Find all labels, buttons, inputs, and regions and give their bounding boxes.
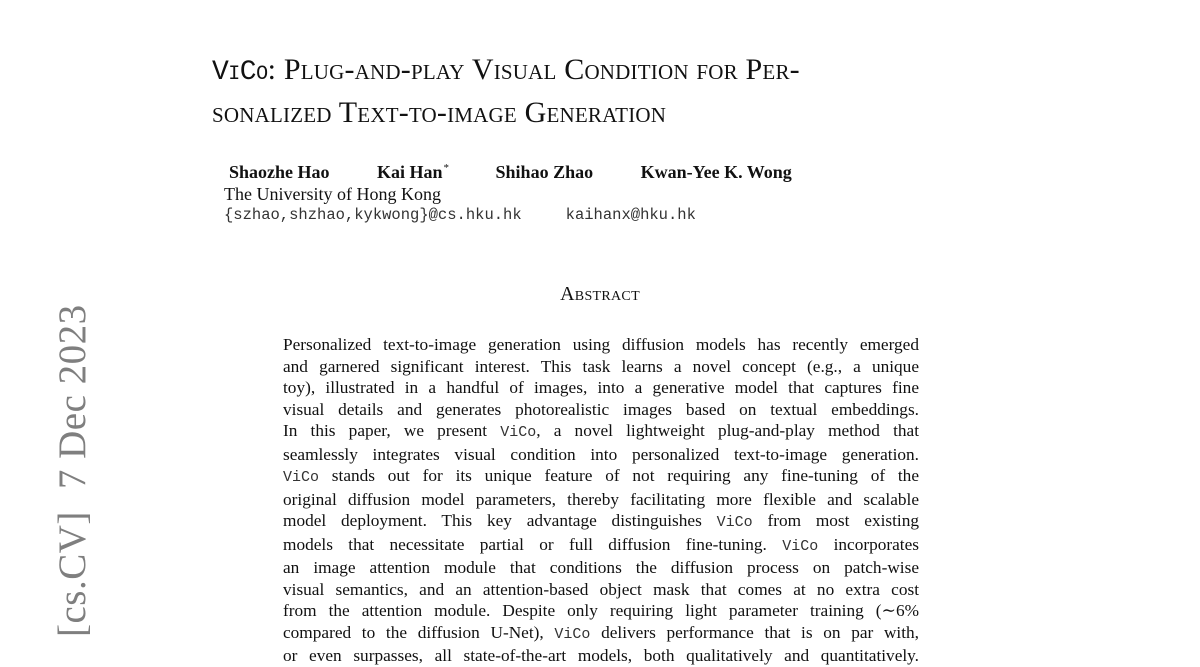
affiliation: The University of Hong Kong (224, 184, 441, 204)
abstract-text: Personalized text-to-image generation using diffusion models has recently emerged (283, 335, 919, 354)
author-list (229, 162, 793, 183)
abstract-line (283, 510, 919, 534)
abstract-text: from most existing (752, 511, 919, 530)
abstract-text: original diffusion model parameters, thereby facilitating more flexible and scalable (283, 489, 919, 509)
abstract-line (283, 579, 919, 601)
arxiv-category: [cs.CV] (51, 511, 94, 637)
abstract-text: visual semantics, and an attention-based object mask that comes at no extra cost (283, 579, 919, 599)
abstract-text: stands out for its unique feature of not requiring any fine-tuning of the (319, 466, 919, 485)
abstract-line (283, 645, 919, 667)
abstract-line (283, 465, 919, 489)
abstract-line (283, 334, 919, 356)
abstract-text: visual details and generates photorealistic images based on textual embeddings. (283, 399, 919, 419)
arxiv-side-stamp (0, 0, 94, 648)
author: Shaozhe Hao (229, 162, 330, 182)
paper-title (212, 50, 1012, 133)
abstract-text: delivers performance that is on par with, (590, 622, 919, 642)
abstract-text: and garnered significant interest. This task learns a novel concept (e.g., a unique (283, 356, 919, 376)
title-line-1-rest: : Plug-and-play Visual Condition for Per- (267, 53, 800, 86)
abstract-text: incorporates (818, 534, 919, 554)
author-emails (224, 206, 696, 224)
author: Kwan-Yee K. Wong (640, 162, 792, 182)
abstract-heading: Abstract (560, 283, 640, 305)
abstract-text: or even surpasses, all state-of-the-art models, both qualitatively and quantitatively. (283, 646, 919, 665)
method-name: ViCo (283, 469, 320, 486)
abstract-line (283, 534, 919, 558)
email: {szhao,shzhao,kykwong}@cs.hku.hk (224, 206, 522, 224)
author: Shihao Zhao (495, 162, 594, 182)
email: kaihanx@hku.hk (565, 206, 696, 224)
author: Kai Han* (377, 162, 450, 182)
title-line-2: sonalized Text-to-image Generation (212, 96, 667, 129)
arxiv-date: 7 Dec 2023 (51, 304, 94, 490)
abstract-body (283, 334, 919, 667)
abstract-line (283, 622, 919, 646)
abstract-text: models that necessitate partial or full diffusion fine-tuning. (283, 534, 783, 554)
corresponding-author-mark: * (443, 162, 450, 174)
method-name: ViCo (500, 424, 537, 441)
abstract-text: seamlessly integrates visual condition into personalized text-to-image generation. (283, 444, 919, 464)
method-name: ViCo (554, 625, 591, 643)
abstract-line (283, 444, 919, 466)
abstract-text: from the attention module. Despite only requiring light parameter training (∼6% (283, 601, 919, 620)
abstract-text: model deployment. This key advantage distinguishes (283, 511, 717, 530)
method-name: ViCo (782, 537, 819, 555)
abstract-text: In this paper, we present (283, 421, 501, 440)
abstract-line (283, 557, 919, 579)
method-name: ViCo (716, 514, 753, 531)
abstract-text: , a novel lightweight plug-and-play method that (536, 421, 919, 440)
abstract-line (283, 399, 919, 421)
abstract-text: compared to the diffusion U-Net), (283, 622, 555, 642)
title-method-name: ViCo (212, 57, 268, 88)
abstract-line (283, 377, 919, 399)
title-line-1 (212, 50, 1012, 93)
abstract-text: toy), illustrated in a handful of images, into a generative model that captures fine (283, 378, 919, 397)
abstract-line (283, 420, 919, 444)
abstract-line (283, 600, 919, 622)
abstract-line (283, 489, 919, 511)
arxiv-stamp-text (50, 304, 95, 637)
abstract-text: an image attention module that conditions the diffusion process on patch-wise (283, 558, 919, 577)
abstract-line (283, 356, 919, 378)
